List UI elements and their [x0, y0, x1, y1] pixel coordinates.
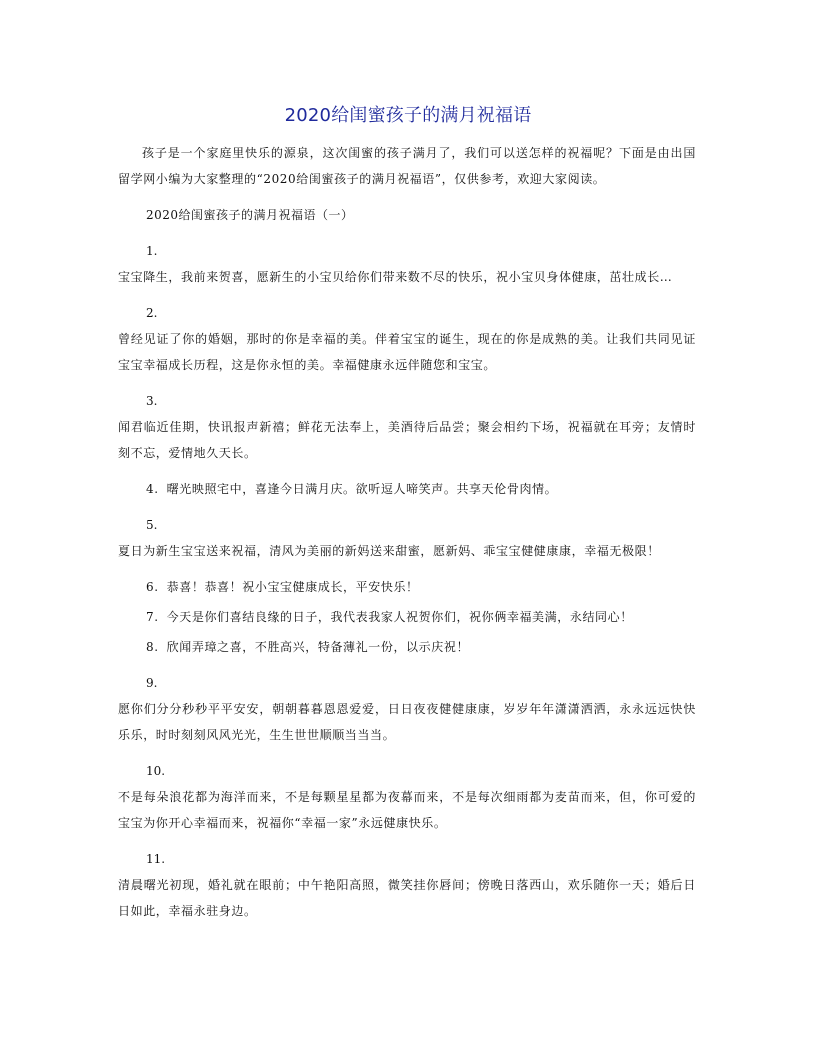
item-number: 1.: [146, 244, 158, 258]
list-item: [118, 512, 696, 564]
item-text: 欣闻弄璋之喜，不胜高兴，特备薄礼一份，以示庆祝！: [166, 640, 470, 654]
list-item: [118, 758, 696, 836]
item-text: 曾经见证了你的婚姻，那时的你是幸福的美。伴着宝宝的诞生，现在的你是成熟的美。让我们共同见证宝宝幸福成长历程，这是你永恒的美。幸福健康永远伴随您和宝宝。: [118, 332, 696, 372]
item-text: 夏日为新生宝宝送来祝福，清风为美丽的新妈送来甜蜜，愿新妈、乖宝宝健健康康，幸福无极限！: [118, 544, 660, 558]
list-item: [118, 846, 696, 924]
item-number: 11.: [146, 852, 166, 866]
item-text: 恭喜！恭喜！祝小宝宝健康成长，平安快乐！: [166, 580, 419, 594]
item-number: 4.: [146, 482, 159, 496]
section-heading: 2020给闺蜜孩子的满月祝福语（一）: [146, 208, 354, 222]
list-item: [118, 634, 696, 660]
list-item: [118, 574, 696, 600]
list-item: [118, 604, 696, 630]
item-text: 闻君临近佳期，快讯报声新禧；鲜花无法奉上，美酒待后品尝；聚会相约下场，祝福就在耳旁；友情时刻不忘，爱情地久天长。: [118, 420, 696, 460]
intro-paragraph: 孩子是一个家庭里快乐的源泉，这次闺蜜的孩子满月了，我们可以送怎样的祝福呢？下面是由出国留学网小编为大家整理的“2020给闺蜜孩子的满月祝福语”，仅供参考，欢迎大家阅读。: [118, 146, 696, 186]
page-title: 2020给闺蜜孩子的满月祝福语: [284, 105, 532, 126]
item-number: 5.: [146, 518, 158, 532]
item-number: 7.: [146, 610, 159, 624]
list-item: [118, 670, 696, 748]
item-text: 宝宝降生，我前来贺喜，愿新生的小宝贝给你们带来数不尽的快乐，祝小宝贝身体健康，茁壮成长…: [118, 270, 673, 284]
item-number: 2.: [146, 306, 158, 320]
list-item: [118, 300, 696, 378]
item-number: 9.: [146, 676, 158, 690]
item-text: 愿你们分分秒秒平平安安，朝朝暮暮恩恩爱爱，日日夜夜健健康康，岁岁年年潇潇洒洒，永永远远快快乐乐，时时刻刻风风光光，生生世世顺顺当当当。: [118, 702, 696, 742]
document-body: [118, 140, 696, 924]
item-text: 曙光映照宅中，喜逢今日满月庆。欲听逗人啼笑声。共享天伦骨肉情。: [166, 482, 558, 496]
item-number: 10.: [146, 764, 166, 778]
item-text: 不是每朵浪花都为海洋而来，不是每颗星星都为夜幕而来，不是每次细雨都为麦苗而来，但，你可爱的宝宝为你开心幸福而来，祝福你“幸福一家”永远健康快乐。: [118, 790, 696, 830]
item-number: 3.: [146, 394, 158, 408]
item-number: 6.: [146, 580, 159, 594]
list-item: [118, 238, 696, 290]
item-text: 清晨曙光初现，婚礼就在眼前；中午艳阳高照，微笑挂你唇间；傍晚日落西山，欢乐随你一天；婚后日日如此，幸福永驻身边。: [118, 878, 696, 918]
list-item: [118, 388, 696, 466]
item-text: 今天是你们喜结良缘的日子，我代表我家人祝贺你们，祝你俩幸福美满，永结同心！: [166, 610, 633, 624]
item-number: 8.: [146, 640, 159, 654]
list-item: [118, 476, 696, 502]
